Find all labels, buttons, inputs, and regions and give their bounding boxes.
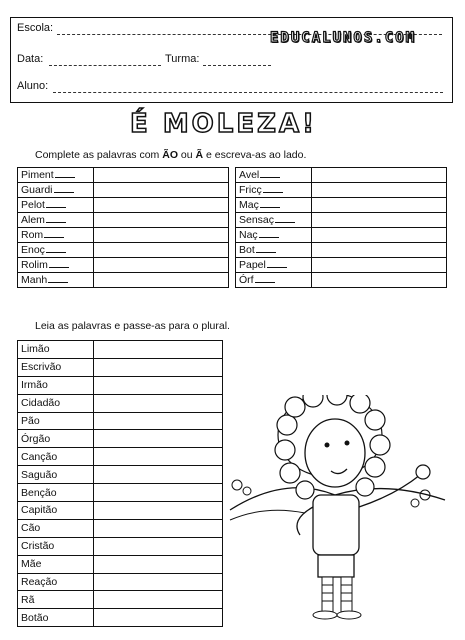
left-word-row	[18, 168, 229, 183]
plural-answer-cell[interactable]	[94, 573, 223, 591]
blank-line[interactable]	[46, 207, 66, 208]
singular-word: Benção	[18, 484, 94, 502]
plural-answer-cell[interactable]	[94, 448, 223, 466]
singular-word: Cidadão	[18, 394, 94, 412]
answer-cell[interactable]	[312, 243, 447, 258]
answer-cell[interactable]	[312, 198, 447, 213]
blank-line[interactable]	[55, 177, 75, 178]
blank-line[interactable]	[275, 222, 295, 223]
answer-cell[interactable]	[94, 198, 229, 213]
word-stem-cell	[236, 198, 312, 213]
plural-row	[18, 484, 223, 502]
answer-cell[interactable]	[312, 228, 447, 243]
plural-table	[17, 340, 223, 627]
blank-line[interactable]	[259, 237, 279, 238]
word-stem-cell	[18, 168, 94, 183]
word-stem: Enoç	[21, 244, 45, 256]
word-stem: Guardi	[21, 184, 53, 196]
blank-line[interactable]	[260, 177, 280, 178]
plural-row	[18, 358, 223, 376]
plural-row	[18, 502, 223, 520]
answer-cell[interactable]	[312, 258, 447, 273]
complete-table-right	[235, 167, 447, 288]
word-stem: Fricç	[239, 184, 262, 196]
right-word-row	[236, 213, 447, 228]
right-word-row	[236, 198, 447, 213]
blank-line[interactable]	[263, 192, 283, 193]
plural-row	[18, 430, 223, 448]
answer-cell[interactable]	[94, 258, 229, 273]
plural-row	[18, 376, 223, 394]
plural-answer-cell[interactable]	[94, 519, 223, 537]
word-stem-cell	[236, 168, 312, 183]
complete-table-left	[17, 167, 229, 288]
word-stem-cell	[18, 213, 94, 228]
word-stem-cell	[236, 258, 312, 273]
word-stem: Bot	[239, 244, 255, 256]
singular-word: Irmão	[18, 376, 94, 394]
right-word-row	[236, 183, 447, 198]
brand-logo: EDUCALUNOS.COM	[270, 30, 417, 46]
answer-cell[interactable]	[312, 168, 447, 183]
answer-cell[interactable]	[94, 228, 229, 243]
word-stem: Pelot	[21, 199, 45, 211]
plural-answer-cell[interactable]	[94, 341, 223, 359]
plural-answer-cell[interactable]	[94, 412, 223, 430]
blank-line[interactable]	[267, 267, 287, 268]
plural-answer-cell[interactable]	[94, 591, 223, 609]
word-stem: Naç	[239, 229, 258, 241]
plural-row	[18, 519, 223, 537]
answer-cell[interactable]	[94, 243, 229, 258]
singular-word: Saguão	[18, 466, 94, 484]
word-stem: Órf	[239, 274, 254, 286]
plural-answer-cell[interactable]	[94, 430, 223, 448]
escola-label: Escola:	[17, 22, 54, 34]
plural-answer-cell[interactable]	[94, 358, 223, 376]
answer-cell[interactable]	[94, 273, 229, 288]
word-stem: Alem	[21, 214, 45, 226]
blank-line[interactable]	[46, 252, 66, 253]
singular-word: Órgão	[18, 430, 94, 448]
plural-answer-cell[interactable]	[94, 537, 223, 555]
word-stem: Avel	[239, 169, 260, 181]
page-title: É MOLEZA!	[130, 109, 317, 139]
plural-row	[18, 555, 223, 573]
plural-answer-cell[interactable]	[94, 609, 223, 627]
blank-line[interactable]	[260, 207, 280, 208]
answer-cell[interactable]	[94, 213, 229, 228]
word-stem-cell	[18, 198, 94, 213]
blank-line[interactable]	[256, 252, 276, 253]
word-stem: Maç	[239, 199, 259, 211]
singular-word: Rã	[18, 591, 94, 609]
singular-word: Reação	[18, 573, 94, 591]
plural-answer-cell[interactable]	[94, 466, 223, 484]
answer-cell[interactable]	[312, 183, 447, 198]
word-stem-cell	[236, 228, 312, 243]
singular-word: Cristão	[18, 537, 94, 555]
plural-row	[18, 448, 223, 466]
plural-answer-cell[interactable]	[94, 394, 223, 412]
plural-row	[18, 341, 223, 359]
plural-row	[18, 537, 223, 555]
word-stem-cell	[236, 213, 312, 228]
plural-row	[18, 609, 223, 627]
right-word-row	[236, 228, 447, 243]
singular-word: Canção	[18, 448, 94, 466]
word-stem-cell	[18, 258, 94, 273]
word-stem-cell	[18, 228, 94, 243]
turma-field[interactable]	[203, 55, 271, 66]
left-word-row	[18, 258, 229, 273]
blank-line[interactable]	[255, 282, 275, 283]
word-stem-cell	[18, 183, 94, 198]
word-stem: Sensaç	[239, 214, 275, 226]
plural-row	[18, 591, 223, 609]
singular-word: Capitão	[18, 502, 94, 520]
aluno-field[interactable]	[53, 82, 443, 93]
blank-line[interactable]	[54, 192, 74, 193]
plural-row	[18, 573, 223, 591]
plural-answer-cell[interactable]	[94, 484, 223, 502]
word-stem: Rolim	[21, 259, 48, 271]
blank-line[interactable]	[44, 237, 64, 238]
left-word-row	[18, 198, 229, 213]
right-word-row	[236, 258, 447, 273]
singular-word: Limão	[18, 341, 94, 359]
blank-line[interactable]	[49, 267, 69, 268]
plural-answer-cell[interactable]	[94, 555, 223, 573]
turma-label: Turma:	[165, 53, 200, 65]
word-stem-cell	[236, 183, 312, 198]
answer-cell[interactable]	[94, 168, 229, 183]
left-word-row	[18, 243, 229, 258]
blank-line[interactable]	[46, 222, 66, 223]
left-word-row	[18, 228, 229, 243]
singular-word: Escrivão	[18, 358, 94, 376]
plural-row	[18, 466, 223, 484]
left-word-row	[18, 213, 229, 228]
singular-word: Cão	[18, 519, 94, 537]
word-stem: Piment	[21, 169, 54, 181]
left-word-row	[18, 183, 229, 198]
blank-line[interactable]	[48, 282, 68, 283]
plural-row	[18, 394, 223, 412]
data-field[interactable]	[49, 55, 161, 66]
singular-word: Mãe	[18, 555, 94, 573]
answer-cell[interactable]	[312, 213, 447, 228]
word-stem-cell	[18, 273, 94, 288]
plural-row	[18, 412, 223, 430]
word-stem-cell	[236, 243, 312, 258]
right-word-row	[236, 273, 447, 288]
right-word-row	[236, 243, 447, 258]
plural-answer-cell[interactable]	[94, 502, 223, 520]
girl-illustration	[225, 395, 450, 620]
answer-cell[interactable]	[94, 183, 229, 198]
data-label: Data:	[17, 53, 44, 65]
word-stem-cell	[18, 243, 94, 258]
aluno-label: Aluno:	[17, 80, 49, 92]
singular-word: Pão	[18, 412, 94, 430]
word-stem: Rom	[21, 229, 44, 241]
word-stem: Manh	[21, 274, 48, 286]
word-stem: Papel	[239, 259, 266, 271]
instruction-2: Leia as palavras e passe-as para o plural.	[35, 320, 230, 332]
left-word-row	[18, 273, 229, 288]
singular-word: Botão	[18, 609, 94, 627]
plural-answer-cell[interactable]	[94, 376, 223, 394]
right-word-row	[236, 168, 447, 183]
instruction-1: Complete as palavras com ÃO ou Ã e escreva-as ao lado.	[35, 149, 307, 161]
word-stem-cell	[236, 273, 312, 288]
answer-cell[interactable]	[312, 273, 447, 288]
